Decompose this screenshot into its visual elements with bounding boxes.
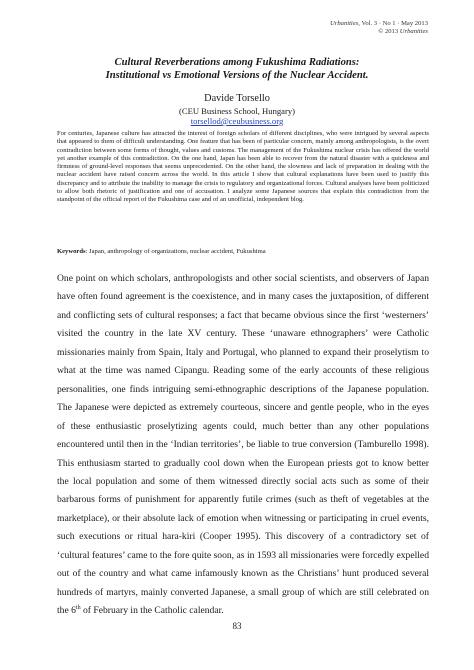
ordinal-superscript: th — [75, 604, 81, 611]
author-email-link[interactable]: torsellod@ceubusiness.org — [190, 116, 284, 126]
page-number: 83 — [232, 621, 242, 631]
journal-copyright-line — [330, 28, 428, 36]
article-title — [40, 56, 434, 82]
body-paragraph — [57, 270, 429, 621]
title-line-1: Cultural Reverberations among Fukushima Radiations: — [114, 57, 360, 68]
author-name: Davide Torsello — [204, 93, 270, 104]
keywords — [57, 248, 429, 256]
keywords-list: : Japan, anthropology of organizations, nuclear accident, Fukushima — [85, 248, 266, 255]
body-text-end: of February in the Catholic calendar. — [80, 605, 224, 617]
copyright-journal: Urbanities — [399, 28, 428, 35]
author-affiliation: (CEU Business School, Hungary) — [178, 106, 295, 116]
journal-issue-line — [330, 20, 428, 28]
abstract: For centuries, Japanese culture has attracted the interest of foreign scholars of different disciplines, who were intrigued by several aspects that appeared to them of difficult understanding. One feature that has been of particular concern, mainly among anthropologists, is the overt contradiction between some forms of thought, values and customs. The management of the Fukushima nuclear crisis has offered the world yet another example of this contradiction. On the one hand, Japan has been able to recover from the natural disaster with a quickness and firmness of ground-level responses that seems unprecedented. On the other hand, the slowness and lack of preparation in dealing with the nuclear accident have raised concern across the world. In this article I show that cultural explanations have been used to justify this discrepancy and to attribute the inability to manage the crisis to regulatory and organizational forces. Cultural analyses have been politicized to allow both rhetoric of justification and one of accusation. I analyze some Japanese sources that explain this contradiction from the standpoint of the official report of the Fukushima case and of an unofficial, independent blog. — [57, 130, 429, 204]
journal-issue: , Vol. 3 · No 1 · May 2013 — [358, 20, 428, 27]
body-text-main: One point on which scholars, anthropologists and other social scientists, and observers of Japan have often found agreement is the coexistence, and in many cases the juxtaposition, of different and conflicting sets of cultural responses; a fact that became obvious since the first ‘westerners’ visited the country in the late XV century. These ‘unaware ethnographers’ were Catholic missionaries mainly from Spain, Italy and Portugal, who planned to expand their proselytism to what at the time was named Cipangu. Reading some of the early accounts of these religious personalities, one finds intriguing semi-ethnographic descriptions of the Japanese population. The Japanese were depicted as extremely courteous, sincere and gentle people, who in the eyes of these enthusiastic proselytizing agents could, much better than any other populations encountered until then in the ‘Indian territories’, be liable to true conversion (Tamburello 1998). This enthusiasm started to gradually cool down when the European priests got to know better the local population and some of them witnessed directly social acts such as some of their barbarous forms of punishment for apparently futile crimes (such as theft of vegetables at the marketplace), or their absolute lack of emotion when witnessing or participating in cruel events, such executions or ritual hara-kiri (Cooper 1995). This discovery of a contradictory set of ‘cultural features’ came to the fore quite soon, as in 1593 all missionaries were forcedly expelled out of the country and what came infamously known as the Christians’ hunt produced several hundreds of martyrs, mainly converted Japanese, a small group of which are still celebrated on the 6 — [57, 273, 429, 617]
title-line-2: Institutional vs Emotional Versions of the Nuclear Accident. — [105, 70, 369, 81]
journal-name: Urbanities — [330, 20, 359, 27]
keywords-label: Keywords — [57, 248, 86, 255]
journal-header — [330, 20, 428, 36]
copyright-text: © 2013 — [378, 28, 400, 35]
